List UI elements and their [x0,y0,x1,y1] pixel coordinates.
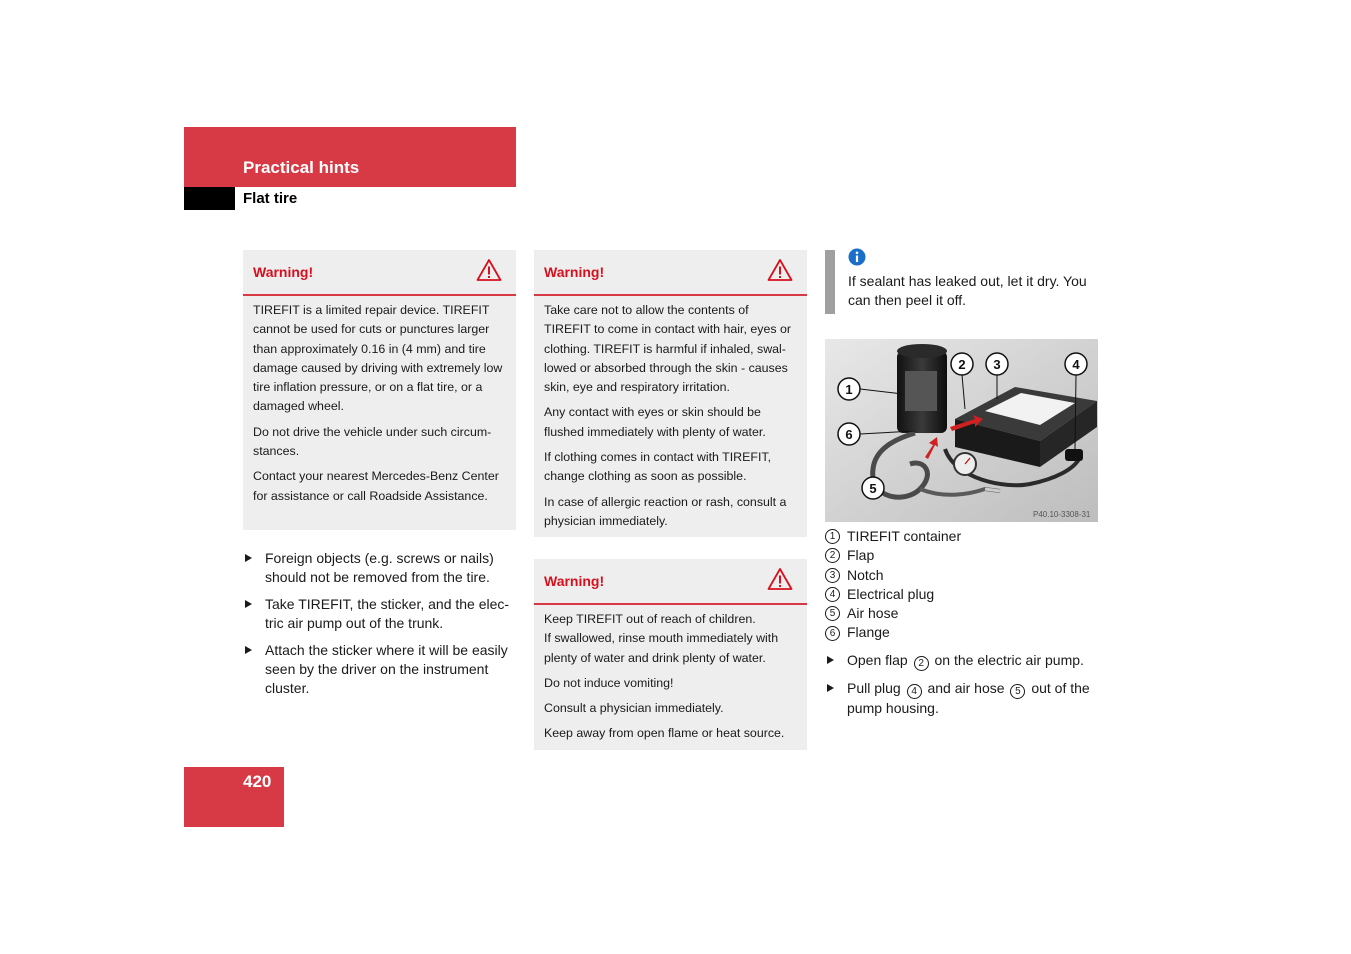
list-item [243,641,523,698]
step-text: Open flap [847,652,908,668]
legend-number: 2 [825,548,840,563]
step-text: Attach the sticker where it will be easily seen by the driver on the instrument cluster. [265,642,508,696]
list-item [825,679,1110,718]
warning-box-2 [534,250,807,537]
warning-triangle-icon [476,258,502,282]
header-band [184,127,516,187]
warning-label: Warning! [544,573,605,589]
legend-item [825,566,961,585]
warning-body [534,296,807,537]
subsection-title: Flat tire [243,190,298,207]
legend-number: 5 [825,606,840,621]
list-item [825,651,1110,671]
legend-list [825,527,961,643]
ref-number: 2 [914,656,929,671]
legend-number: 6 [825,626,840,641]
legend-item [825,585,961,604]
warning-paragraph: Keep TIREFIT out of reach of children. [544,612,756,626]
legend-text: Electrical plug [847,585,935,602]
page-number: 420 [243,772,272,791]
warning-body [534,605,807,750]
legend-text: Air hose [847,605,899,622]
callout-3: 3 [993,357,1001,372]
step-text: and air hose [927,680,1005,696]
left-steps-list [243,549,523,706]
legend-number: 1 [825,529,840,544]
step-text: Take TIREFIT, the sticker, and the elec-tric air pump out of the trunk. [265,596,510,631]
legend-number: 3 [825,568,840,583]
legend-text: TIREFIT container [847,528,962,544]
warning-paragraph: Contact your nearest Mercedes-Benz Center for assistance or call Roadside Assistance. [253,469,499,503]
warning-body [243,296,516,512]
legend-number: 4 [825,587,840,602]
warning-paragraph: TIREFIT is a limited repair device. TIREFIT cannot be used for cuts or punctures larger than approximately 0.16 in (4 mm) and tire damage caused by driving with extremely low tire inflation pressure, or on a flat tire, or a damaged wheel. [253,303,503,414]
bullet-arrow-icon [827,656,834,664]
info-bar [825,250,835,314]
legend-item [825,604,961,623]
step-text: on the electric air pump. [934,652,1084,668]
list-item [243,549,523,587]
warning-paragraph: Any contact with eyes or skin should be flushed immediately with plenty of water. [544,405,766,439]
warning-paragraph: Do not drive the vehicle under such circum-stances. [253,424,492,459]
callout-4: 4 [1072,357,1080,372]
callout-5: 5 [869,481,877,496]
step-text: Foreign objects (e.g. screws or nails) should not be removed from the tire. [265,550,494,585]
warning-box-1 [243,250,516,530]
ref-number: 5 [1010,684,1025,699]
right-steps-list [825,651,1110,726]
warning-paragraph: If clothing comes in contact with TIREFIT, change clothing as soon as possible. [544,450,772,484]
warning-box-3 [534,559,807,750]
image-code: P40.10-3308-31 [1033,510,1091,519]
bullet-arrow-icon [827,684,834,692]
bullet-arrow-icon [245,554,252,562]
warning-header [534,559,807,605]
bullet-arrow-icon [245,646,252,654]
warning-paragraph: In case of allergic reaction or rash, consult a physician immediately. [544,494,787,528]
legend-text: Notch [847,566,884,583]
warning-paragraph: Keep away from open flame or heat source. [544,726,785,741]
warning-paragraph: Do not induce vomiting! [544,675,674,690]
warning-paragraph: Consult a physician immediately. [544,701,724,716]
warning-triangle-icon [767,258,793,282]
legend-item [825,623,961,642]
tirefit-kit-image [825,339,1098,522]
warning-triangle-icon [767,567,793,591]
step-text: Pull plug [847,680,901,696]
warning-header [243,250,516,296]
warning-paragraph: Take care not to allow the contents of TIREFIT to come in contact with hair, eyes or clothing. TIREFIT is harmful if inhaled, swal-lowed or absorbed through the skin - causes skin, eye and respiratory irritation. [544,303,791,395]
callout-1: 1 [845,382,853,397]
step-text: out of the pump housing. [847,680,1090,716]
legend-text: Flap [847,547,875,564]
info-icon [848,248,866,266]
list-item [243,595,523,633]
info-text: If sealant has leaked out, let it dry. You can then peel it off. [848,273,1087,308]
warning-label: Warning! [253,264,314,280]
legend-item [825,527,961,546]
legend-item [825,546,961,565]
warning-label: Warning! [544,264,605,280]
callout-2: 2 [958,357,966,372]
ref-number: 4 [907,684,922,699]
section-title: Practical hints [243,158,360,177]
header-marker [184,187,235,210]
callout-6: 6 [845,427,853,442]
bullet-arrow-icon [245,600,252,608]
warning-header [534,250,807,296]
warning-paragraph: If swallowed, rinse mouth immediately with plenty of water and drink plenty of water. [544,631,779,665]
legend-text: Flange [847,624,890,641]
